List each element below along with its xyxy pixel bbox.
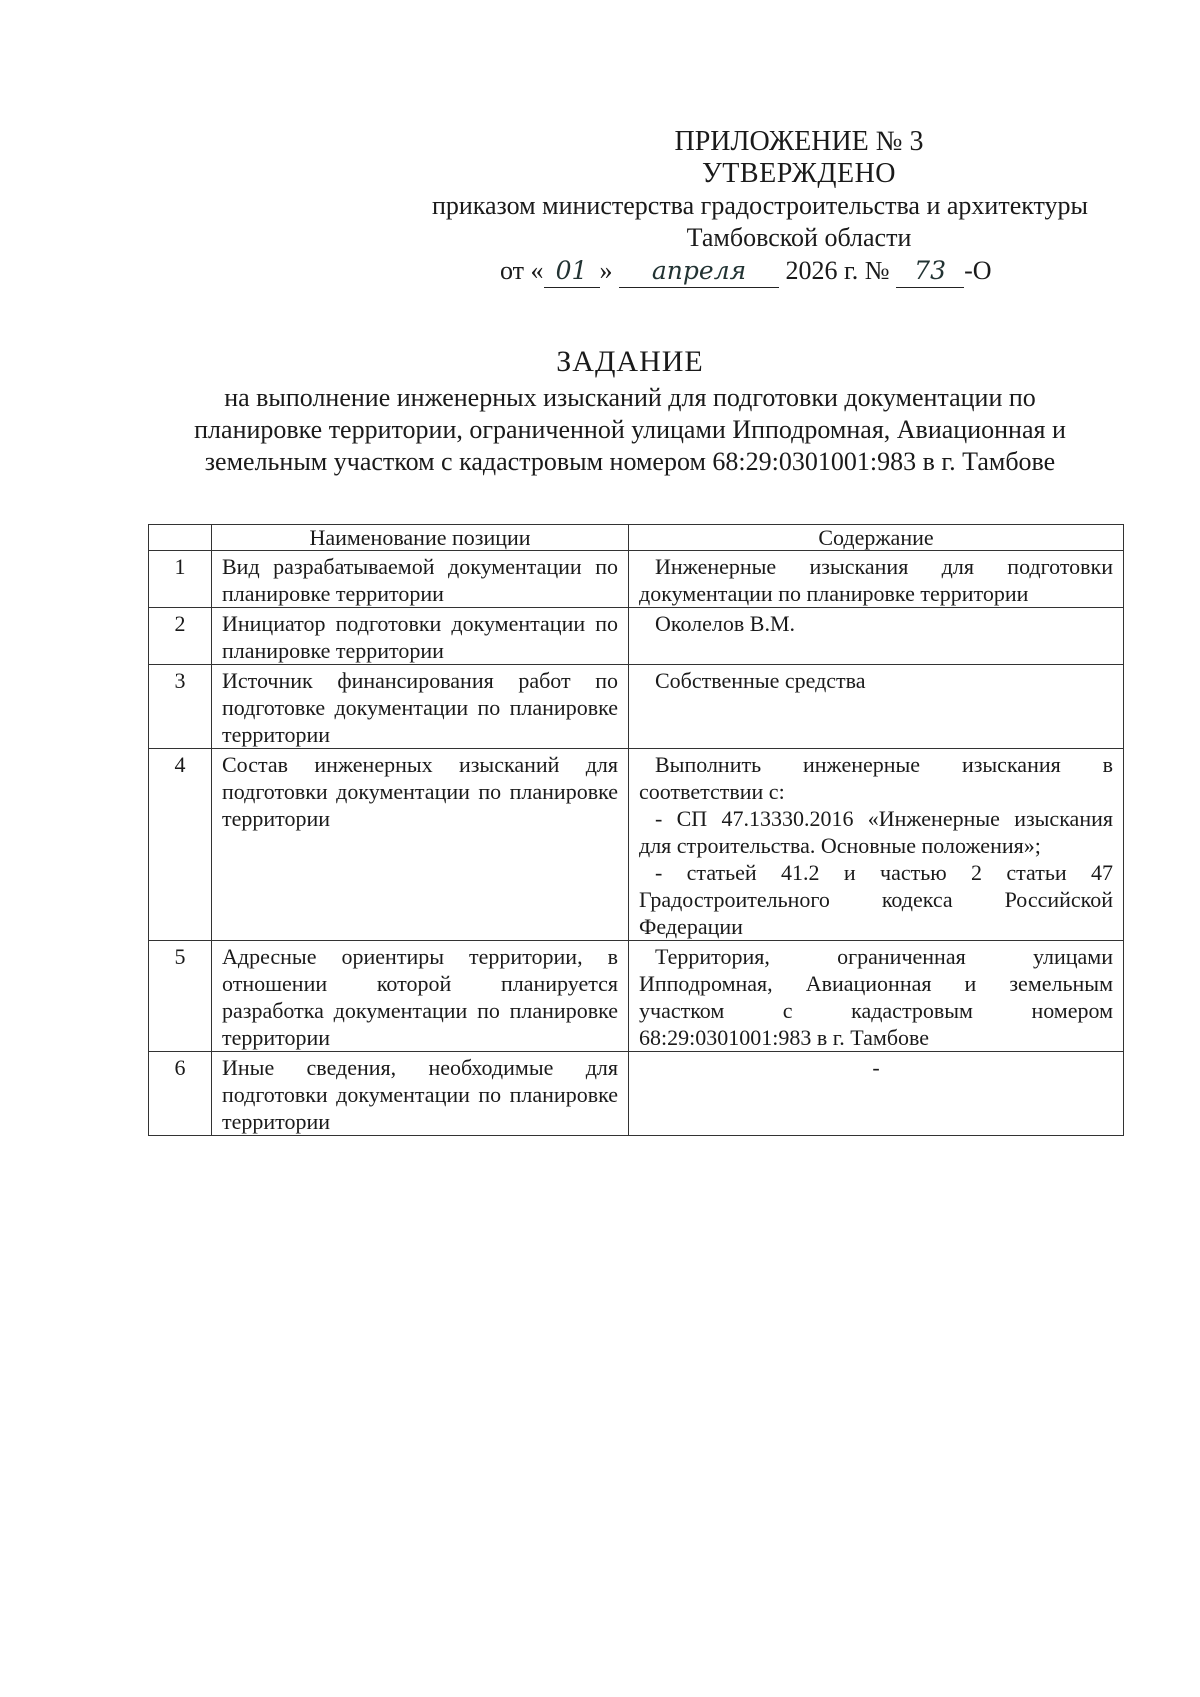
approved-label: УТВЕРЖДЕНО [701,158,897,189]
date-year: 2026 г. № [785,256,890,285]
table-row [149,608,1124,665]
row-name: Иные сведения, необходимые для подготовки документации по планировке территории [212,1052,629,1136]
row-number: 6 [149,1052,212,1136]
specification-table [148,524,1124,1136]
row-name: Адресные ориентиры территории, в отношении которой планируется разработка документации по планировке территории [212,941,629,1052]
row-number: 5 [149,941,212,1052]
handwritten-number: 73 [896,255,964,288]
content-paragraph: - статьей 41.2 и частью 2 статьи 47 Градостроительного кодекса Российской Федерации [639,860,1113,939]
row-content: Собственные средства [629,665,1124,749]
table-row [149,551,1124,608]
row-content: Инженерные изыскания для подготовки документации по планировке территории [629,551,1124,608]
content-paragraph: Выполнить инженерные изыскания в соответствии с: [639,752,1113,804]
table-header-row [149,525,1124,551]
row-number: 1 [149,551,212,608]
row-number: 2 [149,608,212,665]
document-subtitle-line-3: земельным участком с кадастровым номером 68:29:0301001:983 в г. Тамбове [204,447,1056,476]
row-name: Состав инженерных изысканий для подготовки документации по планировке территории [212,749,629,941]
table-row [149,941,1124,1052]
header-content: Содержание [629,525,1124,551]
document-title-block [150,346,1110,478]
appendix-label: ПРИЛОЖЕНИЕ № 3 [674,126,924,157]
row-content: Околелов В.М. [629,608,1124,665]
row-content [629,749,1124,941]
header-position-name: Наименование позиции [212,525,629,551]
row-number: 3 [149,665,212,749]
order-line: приказом министерства градостроительства и архитектуры [431,191,1089,220]
date-day-close: » [599,256,613,285]
region-line: Тамбовской области [686,223,912,252]
content-paragraph: - СП 47.13330.2016 «Инженерные изыскания для строительства. Основные положения»; [639,806,1113,858]
row-content: - [629,1052,1124,1136]
number-suffix: -О [964,256,992,285]
document-heading: ЗАДАНИЕ [556,345,704,378]
row-content: Территория, ограниченная улицами Ипподромная, Авиационная и земельным участком с кадастровым номером 68:29:0301001:983 в г. Тамбове [629,941,1124,1052]
approval-date-line [500,255,1060,288]
header-number [149,525,212,551]
handwritten-month: апреля [619,255,779,288]
table-row [149,749,1124,941]
table-row [149,665,1124,749]
row-name: Источник финансирования работ по подготовке документации по планировке территории [212,665,629,749]
date-prefix: от « [500,256,544,285]
document-subtitle-line-1: на выполнение инженерных изысканий для подготовки документации по [224,383,1036,412]
approval-block [380,126,1140,254]
row-name: Вид разрабатываемой документации по планировке территории [212,551,629,608]
handwritten-day: 01 [544,255,600,288]
row-number: 4 [149,749,212,941]
document-subtitle-line-2: планировке территории, ограниченной улицами Ипподромная, Авиационная и [194,415,1066,444]
table-row [149,1052,1124,1136]
row-name: Инициатор подготовки документации по планировке территории [212,608,629,665]
